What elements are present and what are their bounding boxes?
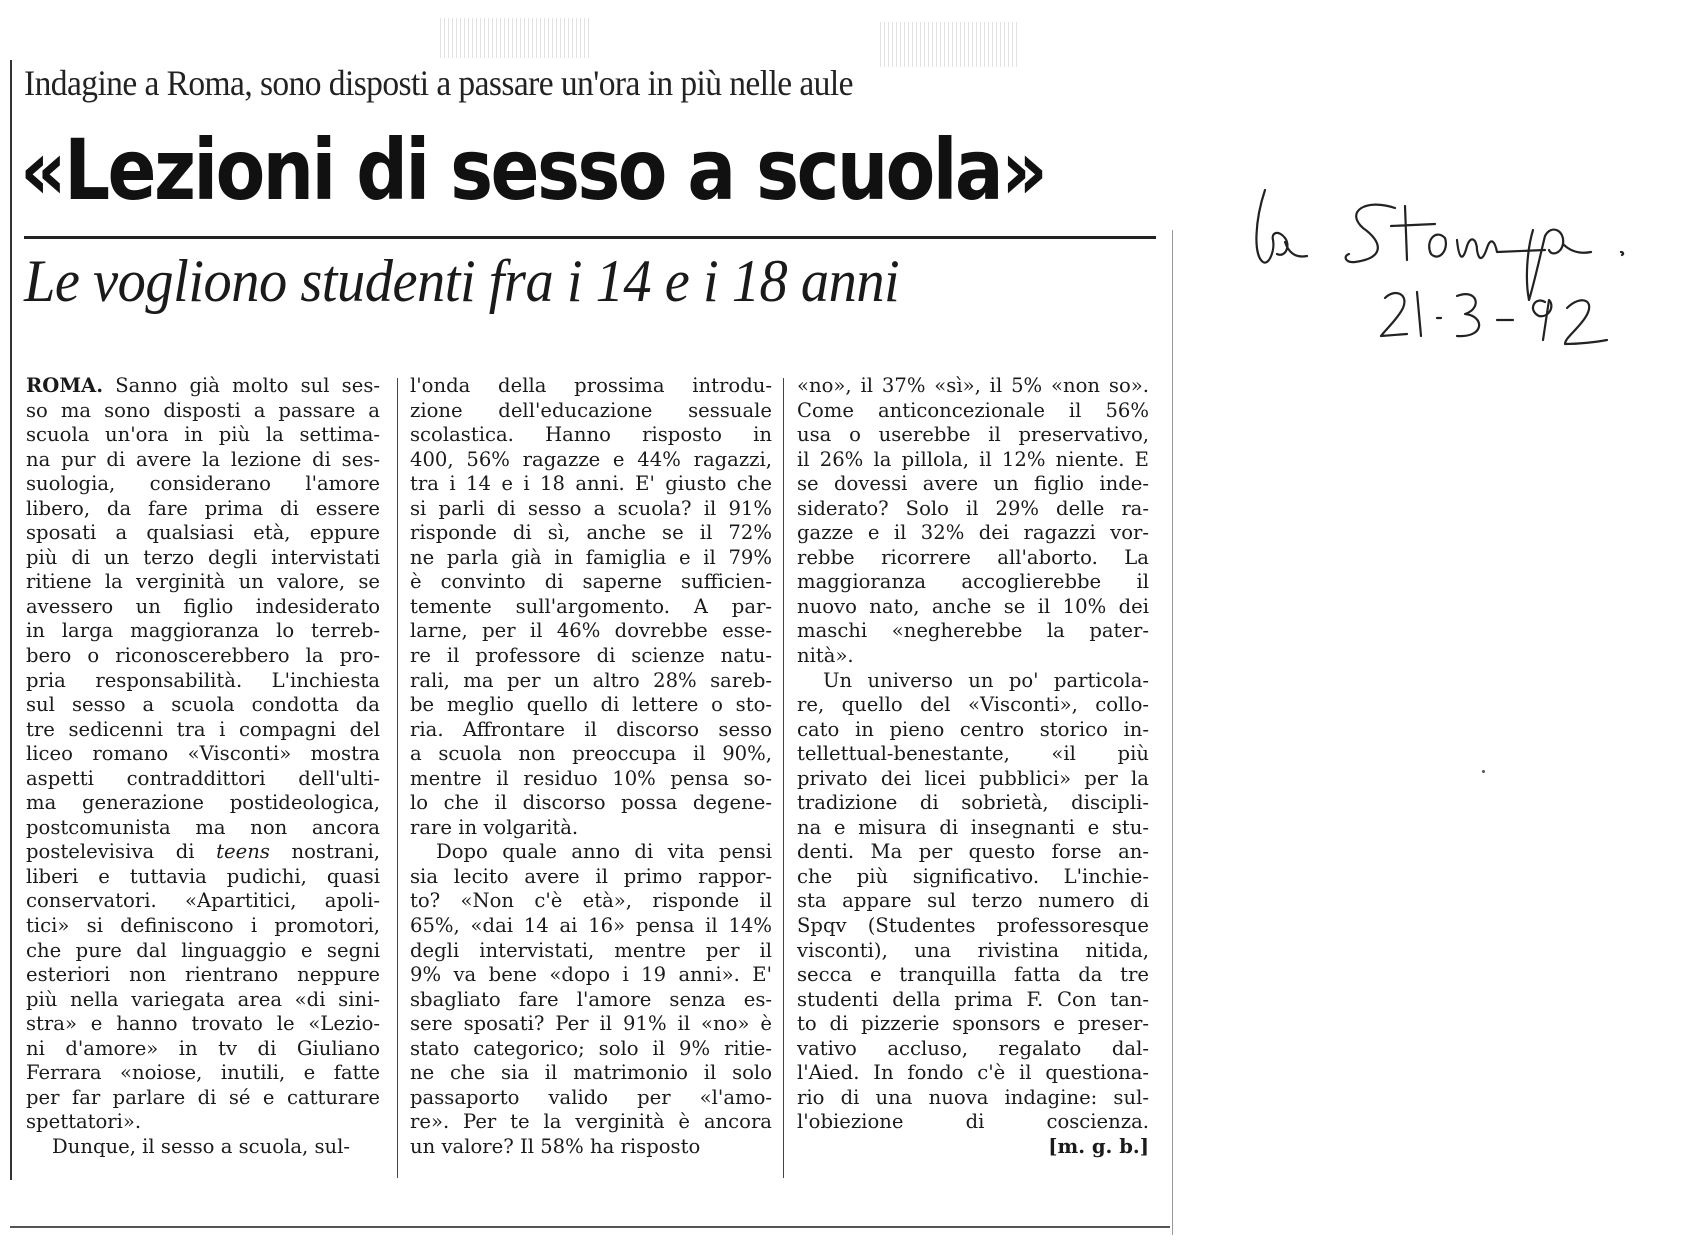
- article-line: sbagliato fare l'amore senza es-: [410, 987, 772, 1011]
- article-line: to? «Non c'è età», risponde il: [410, 889, 772, 913]
- article-line: il 26% la pillola, il 12% niente. E: [797, 447, 1149, 471]
- article-line: suologia, considerano l'amore: [26, 472, 380, 496]
- article-line: tre sedicenni tra i compagni del: [26, 717, 380, 741]
- article-column-1: [26, 374, 380, 1160]
- article-line: un valore? Il 58% ha risposto: [410, 1134, 701, 1158]
- article-line: nuovo nato, anche se il 10% dei: [797, 594, 1149, 618]
- article-line: esteriori non rientrano neppure: [26, 963, 380, 987]
- article-line: ne parla già in famiglia e il 79%: [410, 545, 772, 569]
- article-line: sia lecito avere il primo rappor-: [410, 864, 772, 888]
- article-line: 9% va bene «dopo i 19 anni». E': [410, 963, 772, 987]
- article-line: to di pizzerie sponsors e preser-: [797, 1012, 1149, 1036]
- article-line: rebbe ricorrere all'aborto. La: [797, 545, 1149, 569]
- article-line: scolastica. Hanno risposto in: [410, 423, 772, 447]
- article-line: siderato? Solo il 29% delle ra-: [797, 496, 1149, 520]
- article-line: sere sposati? Per il 91% il «no» è: [410, 1012, 772, 1036]
- article-line: degli intervistati, mentre per il: [410, 938, 772, 962]
- article-line: ROMA. Sanno già molto sul ses-: [26, 374, 380, 397]
- article-headline: «Lezioni di sesso a scuola»: [20, 121, 1046, 219]
- article-line: denti. Ma per questo forse an-: [797, 840, 1149, 864]
- article-line: l'onda della prossima introdu-: [410, 374, 772, 397]
- article-line: Come anticoncezionale il 56%: [797, 398, 1149, 422]
- scan-noise: [880, 22, 1020, 67]
- article-line: be meglio quello di lettere o sto-: [410, 693, 772, 717]
- article-deck: Le vogliono studenti fra i 14 e i 18 anni: [24, 248, 900, 314]
- article-line: l'obiezione di coscienza.: [797, 1110, 1149, 1134]
- article-line: Dunque, il sesso a scuola, sul-: [52, 1134, 351, 1158]
- article-line: per far parlare di sé e catturare: [26, 1085, 380, 1109]
- article-line: postelevisiva di teens nostrani,: [26, 840, 380, 864]
- bottom-rule: [10, 1226, 1170, 1228]
- article-line: so ma sono disposti a passare a: [26, 398, 380, 422]
- article-line: gazze e il 32% dei ragazzi vor-: [797, 521, 1149, 545]
- handwritten-note: [1245, 170, 1675, 370]
- article-line: rio di una nuova indagine: sul-: [797, 1085, 1149, 1109]
- article-line: è convinto di saperne sufficien-: [410, 570, 772, 594]
- article-kicker: Indagine a Roma, sono disposti a passare un'ora in più nelle aule: [24, 63, 853, 103]
- article-line: cato in pieno centro storico in-: [797, 717, 1149, 741]
- article-line: privato dei licei pubblici» per la: [797, 766, 1149, 790]
- article-line: [m. g. b.]: [1048, 1134, 1149, 1158]
- article-line: ritiene la verginità un valore, se: [26, 570, 380, 594]
- article-line: si parli di sesso a scuola? il 91%: [410, 496, 772, 520]
- article-line: l'Aied. In fondo c'è il questiona-: [797, 1061, 1149, 1085]
- article-line: scuola un'ora in più la settima-: [26, 423, 380, 447]
- article-line: postcomunista ma non ancora: [26, 815, 380, 839]
- article-line: zione dell'educazione sessuale: [410, 398, 772, 422]
- article-line: ria. Affrontare il discorso sesso: [410, 717, 772, 741]
- article-line: tellettual-benestante, «il più: [797, 742, 1149, 766]
- article-line: bero o riconoscerebbero la pro-: [26, 644, 380, 668]
- article-line: temente sull'argomento. A par-: [410, 594, 772, 618]
- article-line: tra i 14 e i 18 anni. E' giusto che: [410, 472, 772, 496]
- article-line: tradizione di sobrietà, discipli-: [797, 791, 1149, 815]
- article-line: risponde di sì, anche se il 72%: [410, 521, 772, 545]
- article-line: aspetti contraddittori dell'ulti-: [26, 766, 380, 790]
- article-line: avessero un figlio indesiderato: [26, 594, 380, 618]
- article-line: rali, ma per un altro 28% sareb-: [410, 668, 772, 692]
- article-line: Ferrara «noiose, inutili, e fatte: [26, 1061, 380, 1085]
- article-line: passaporto valido per «l'amo-: [410, 1085, 772, 1109]
- article-line: mentre il residuo 10% pensa so-: [410, 766, 772, 790]
- headline-rule: [24, 236, 1156, 239]
- article-line: ni d'amore» in tv di Giuliano: [26, 1036, 380, 1060]
- article-line: tici» si definiscono i promotori,: [26, 914, 380, 938]
- article-line: più nella variegata area «di sini-: [26, 987, 380, 1011]
- article-line: 65%, «dai 14 ai 16» pensa il 14%: [410, 914, 772, 938]
- article-line: rare in volgarità.: [410, 815, 579, 839]
- clipping-left-border: [10, 60, 12, 1180]
- article-line: larne, per il 46% dovrebbe esse-: [410, 619, 772, 643]
- article-line: lo che il discorso possa degene-: [410, 791, 772, 815]
- article-line: che pure dal linguaggio e segni: [26, 938, 380, 962]
- article-line: vativo accluso, regalato dal-: [797, 1036, 1149, 1060]
- article-line: libero, da fare prima di essere: [26, 496, 380, 520]
- column-divider: [783, 378, 784, 1178]
- column-divider: [397, 378, 398, 1178]
- article-line: Spqv (Studentes professoresque: [797, 914, 1149, 938]
- article-line: maggioranza accoglierebbe il: [797, 570, 1149, 594]
- article-line: sta appare sul terzo numero di: [797, 889, 1149, 913]
- article-line: ne che sia il matrimonio il solo: [410, 1061, 772, 1085]
- article-line: usa o userebbe il preservativo,: [797, 423, 1149, 447]
- scan-speck: [1482, 770, 1485, 773]
- article-line: re». Per te la verginità è ancora: [410, 1110, 772, 1134]
- article-line: stra» e hanno trovato le «Lezio-: [26, 1012, 380, 1036]
- clipping-right-border: [1172, 230, 1173, 1235]
- article-line: stato categorico; solo il 9% ritie-: [410, 1036, 772, 1060]
- article-column-2: [410, 374, 772, 1160]
- article-line: na e misura di insegnanti e stu-: [797, 815, 1149, 839]
- article-line: maschi «negherebbe la pater-: [797, 619, 1149, 643]
- article-line: pria responsabilità. L'inchiesta: [26, 668, 380, 692]
- article-line: re il professore di scienze natu-: [410, 644, 772, 668]
- article-line: 400, 56% ragazze e 44% ragazzi,: [410, 447, 772, 471]
- article-line: spettatori».: [26, 1110, 142, 1134]
- article-line: a scuola non preoccupa il 90%,: [410, 742, 772, 766]
- article-line: che più significativo. L'inchie-: [797, 864, 1149, 888]
- article-line: in larga maggioranza lo terreb-: [26, 619, 380, 643]
- article-line: studenti della prima F. Con tan-: [797, 987, 1149, 1011]
- article-line: Un universo un po' particola-: [823, 668, 1149, 692]
- article-line: più di un terzo degli intervistati: [26, 545, 380, 569]
- article-line: se dovessi avere un figlio inde-: [797, 472, 1149, 496]
- article-line: ma generazione postideologica,: [26, 791, 380, 815]
- article-line: liceo romano «Visconti» mostra: [26, 742, 380, 766]
- article-line: sposati a qualsiasi età, eppure: [26, 521, 380, 545]
- article-line: secca e tranquilla fatta da tre: [797, 963, 1149, 987]
- article-line: re, quello del «Visconti», collo-: [797, 693, 1149, 717]
- article-line: nità».: [797, 644, 854, 668]
- article-line: liberi e tuttavia pudichi, quasi: [26, 864, 380, 888]
- article-column-3: [797, 374, 1149, 1160]
- scan-noise: [440, 18, 590, 58]
- article-line: visconti), una rivistina nitida,: [797, 938, 1149, 962]
- article-line: «no», il 37% «sì», il 5% «non so».: [797, 374, 1149, 397]
- handwriting-strokes: [1245, 170, 1675, 370]
- article-line: sul sesso a scuola condotta da: [26, 693, 380, 717]
- article-line: conservatori. «Apartitici, apoli-: [26, 889, 380, 913]
- article-line: na pur di avere la lezione di ses-: [26, 447, 380, 471]
- article-line: Dopo quale anno di vita pensi: [436, 840, 772, 864]
